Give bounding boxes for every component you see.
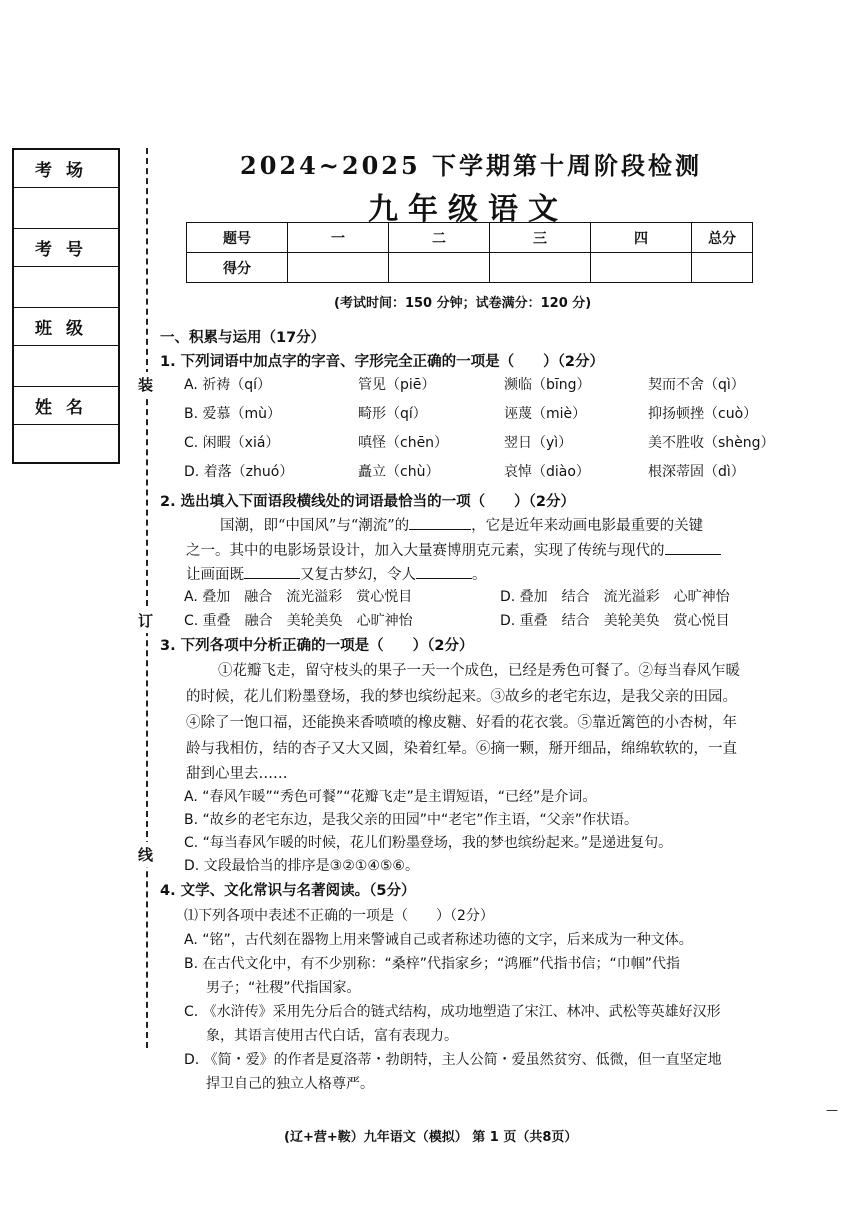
question-4-stem: 4. 文学、文化常识与名著阅读。（5分） — [160, 883, 416, 899]
q3-option-a: A. “春风乍暖”“秀色可餐”“花瓣飞走”是主谓短语，“已经”是介词。 — [184, 789, 597, 805]
score-header-total: 总分 — [692, 223, 753, 253]
q4-option-d-line2: 捍卫自己的独立人格尊严。 — [206, 1076, 374, 1092]
field-exam-number: 考号 — [14, 229, 118, 267]
q2-passage-line-1 — [220, 514, 703, 535]
q2-blank-1[interactable] — [409, 517, 471, 530]
q3-passage-line-3: ④除了一饱口福，还能换来香喷喷的橡皮糖、好看的花衣裳。⑤靠近篱笆的小杏树，年 — [186, 715, 737, 731]
field-exam-number-blank[interactable] — [14, 267, 118, 308]
binding-label-zhuang: 装 — [138, 372, 153, 397]
score-cell-4[interactable] — [591, 253, 692, 283]
score-header-4: 四 — [591, 223, 692, 253]
q4-option-c-line1: C. 《水浒传》采用先分后合的链式结构，成功地塑造了宋江、林冲、武松等英雄好汉形 — [184, 1004, 721, 1020]
binding-label-ding: 订 — [138, 608, 153, 633]
score-header-2: 二 — [389, 223, 490, 253]
q1-b-2: 畸形（qí） — [358, 406, 427, 422]
q1-c-3: 翌日（yì） — [504, 435, 573, 451]
score-header-1: 一 — [288, 223, 389, 253]
q1-a-4: 契而不舍（qì） — [648, 377, 745, 393]
exam-info: (考试时间：150 分钟；试卷满分：120 分) — [334, 296, 592, 311]
q2-passage-part-3: 之一。其中的电影场景设计，加入大量赛博朋克元素，实现了传统与现代的 — [186, 543, 665, 559]
q1-d-4: 根深蒂固（dì） — [648, 464, 745, 480]
q2-passage-part-1: 国潮，即“中国风”与“潮流”的 — [220, 518, 410, 534]
question-1-stem: 1. 下列词语中加点字的字音、字形完全正确的一项是（ ）（2分） — [160, 354, 604, 370]
q4-option-a: A. “铭”，古代刻在器物上用来警诫自己或者称述功德的文字，后来成为一种文体。 — [184, 932, 693, 948]
field-class: 班级 — [14, 308, 118, 346]
q3-passage-line-2: 的时候，花儿们粉墨登场，我的梦也缤纷起来。③故乡的老宅东边，是我父亲的田园。 — [186, 689, 737, 705]
binding-line — [146, 148, 148, 1048]
student-info-box — [12, 148, 120, 464]
q3-passage-line-1: ①花瓣飞走，留守枝头的果子一天一个成色，已经是秀色可餐了。②每当春风乍暖 — [218, 663, 740, 679]
q2-passage-part-6: 。 — [472, 567, 487, 583]
binding-label-xian: 线 — [138, 842, 153, 867]
question-3-stem: 3. 下列各项中分析正确的一项是（ ）（2分） — [160, 638, 474, 654]
score-table — [186, 222, 753, 283]
field-class-blank[interactable] — [14, 346, 118, 387]
q1-a-3: 濒临（bīng） — [504, 377, 591, 393]
page-footer: (辽+营+鞍）九年语文（模拟） 第 1 页（共8页） — [284, 1130, 578, 1145]
score-header-label: 题号 — [187, 223, 288, 253]
q1-b-4: 抑扬顿挫（cuò） — [648, 406, 758, 422]
q1-b-3: 诬蔑（miè） — [504, 406, 587, 422]
score-header-3: 三 — [490, 223, 591, 253]
question-2-stem: 2. 选出填入下面语段横线处的词语最恰当的一项（ ）（2分） — [160, 494, 575, 510]
margin-mark: — — [826, 1103, 838, 1117]
field-exam-room-blank[interactable] — [14, 188, 118, 229]
q2-passage-part-4: 让画面既 — [186, 567, 244, 583]
q1-d-2: 矗立（chù） — [358, 464, 440, 480]
q2-option-d: D. 重叠 结合 美轮美奂 赏心悦目 — [500, 613, 730, 629]
q1-c-4: 美不胜收（shèng） — [648, 435, 775, 451]
q1-d-1: D. 着落（zhuó） — [184, 464, 294, 480]
q2-option-c: C. 重叠 融合 美轮美奂 心旷神怡 — [184, 613, 413, 629]
score-cell-2[interactable] — [389, 253, 490, 283]
q3-passage-line-5: 甜到心里去…… — [186, 766, 288, 782]
q3-option-d: D. 文段最恰当的排序是③②①④⑤⑥。 — [184, 858, 419, 874]
field-name: 姓名 — [14, 387, 118, 425]
q4-sub-1-stem: ⑴下列各项中表述不正确的一项是（ ）（2分） — [184, 908, 494, 924]
q2-passage-line-3 — [186, 563, 487, 584]
q1-d-3: 哀悼（diào） — [504, 464, 590, 480]
q2-option-a: A. 叠加 融合 流光溢彩 赏心悦目 — [184, 589, 413, 605]
exam-title: 2024~2025 下学期第十周阶段检测 — [240, 151, 703, 180]
field-exam-room: 考场 — [14, 150, 118, 188]
q1-a-2: 管见（piē） — [358, 377, 436, 393]
section-heading: 一、积累与运用（17分） — [160, 330, 326, 346]
q4-option-b-line2: 男子；“社稷”代指国家。 — [206, 980, 361, 996]
q3-option-b: B. “故乡的老宅东边，是我父亲的田园”中“老宅”作主语，“父亲”作状语。 — [184, 812, 639, 828]
q1-b-1: B. 爱慕（mù） — [184, 406, 282, 422]
score-row-label: 得分 — [187, 253, 288, 283]
q2-blank-3[interactable] — [244, 566, 300, 579]
q1-c-1: C. 闲暇（xiá） — [184, 435, 280, 451]
q3-passage-line-4: 龄与我相仿，结的杏子又大又圆，染着红晕。⑥摘一颗，掰开细品，绵绵软软的，一直 — [186, 741, 737, 757]
field-name-blank[interactable] — [14, 425, 118, 466]
q4-option-b-line1: B. 在古代文化中，有不少别称：“桑梓”代指家乡；“鸿雁”代指书信；“巾帼”代指 — [184, 956, 681, 972]
q1-c-2: 嗔怪（chēn） — [358, 435, 449, 451]
subject-title: 九年级语文 — [368, 192, 568, 227]
q2-option-b: D. 叠加 结合 流光溢彩 心旷神怡 — [500, 589, 730, 605]
q2-blank-4[interactable] — [416, 566, 472, 579]
q4-option-d-line1: D. 《简・爱》的作者是夏洛蒂・勃朗特，主人公简・爱虽然贫穷、低微，但一直坚定地 — [184, 1052, 722, 1068]
score-cell-total[interactable] — [692, 253, 753, 283]
q4-option-c-line2: 象，其语言使用古代白话，富有表现力。 — [206, 1028, 458, 1044]
score-cell-3[interactable] — [490, 253, 591, 283]
q2-passage-part-2: ，它是近年来动画电影最重要的关键 — [471, 518, 704, 534]
q2-passage-line-2 — [186, 539, 721, 560]
q2-blank-2[interactable] — [665, 542, 721, 555]
score-cell-1[interactable] — [288, 253, 389, 283]
q1-a-1: A. 祈祷（qí） — [184, 377, 272, 393]
q3-option-c: C. “每当春风乍暖的时候，花儿们粉墨登场，我的梦也缤纷起来。”是递进复句。 — [184, 835, 673, 851]
q2-passage-part-5: 又复古梦幻，令人 — [300, 567, 416, 583]
